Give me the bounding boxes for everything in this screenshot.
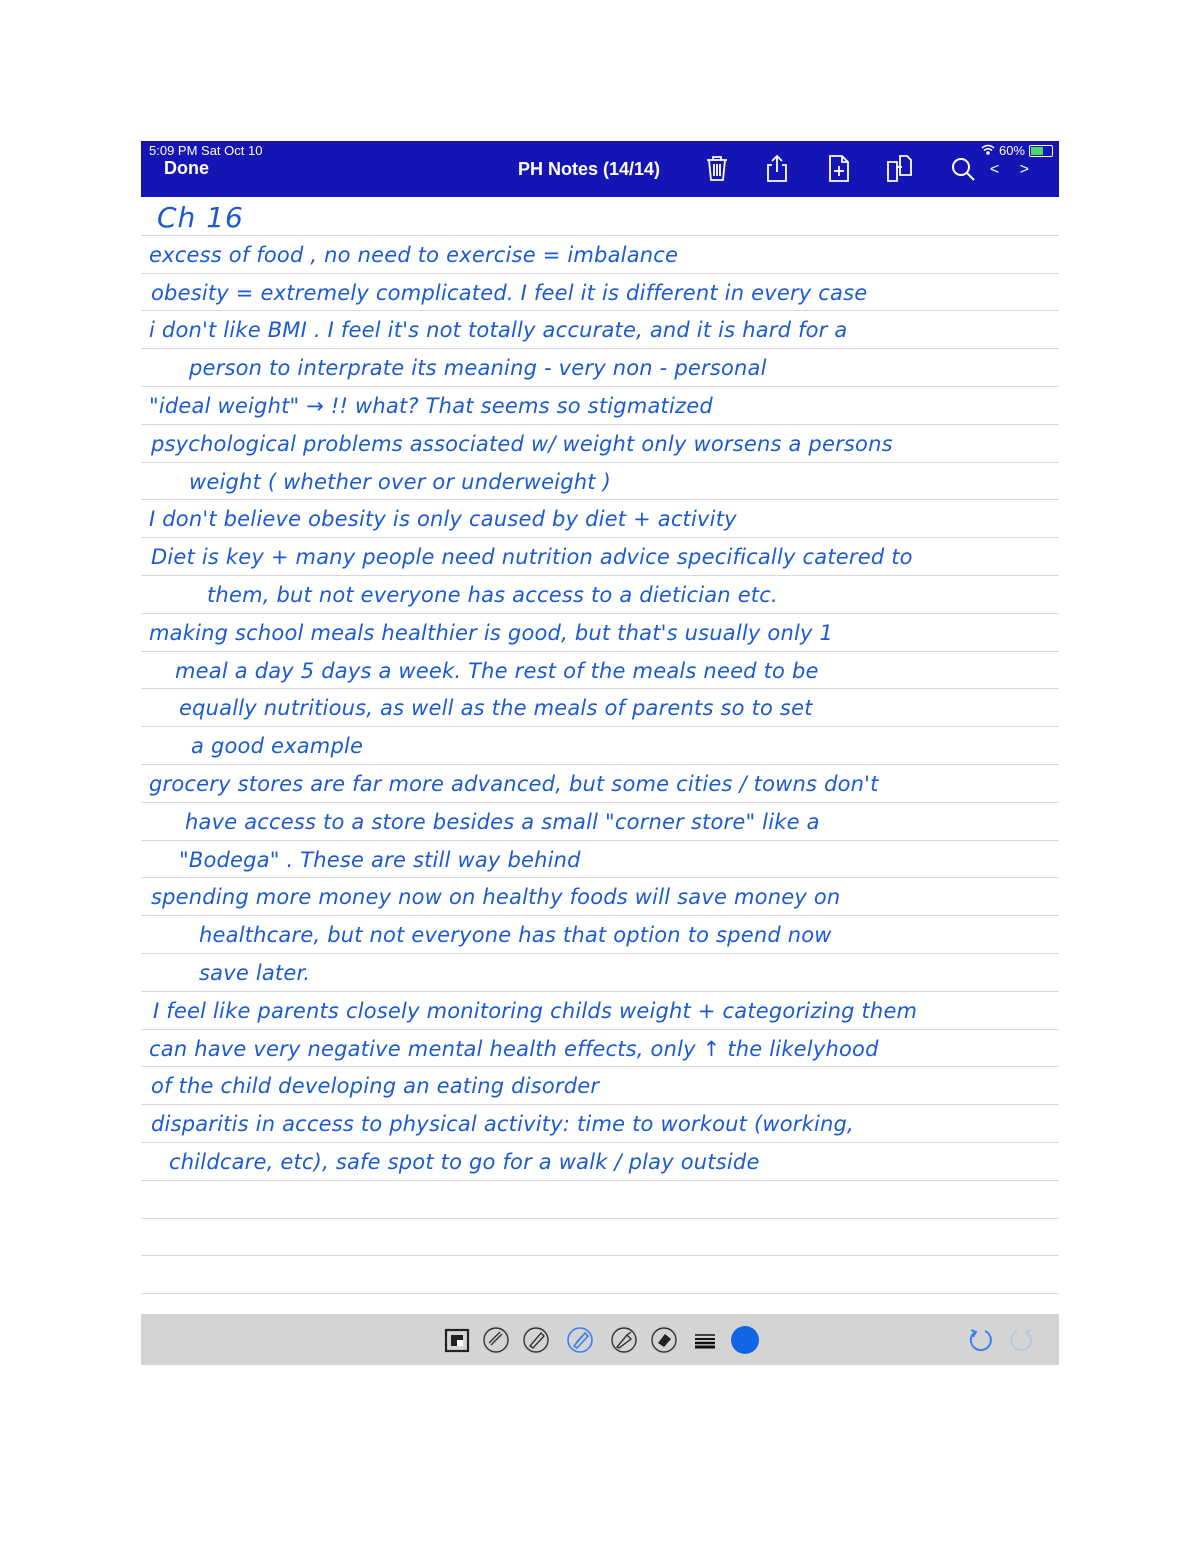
ruled-line bbox=[141, 651, 1059, 652]
ruled-line bbox=[141, 1293, 1059, 1294]
note-line: of the child developing an eating disorder bbox=[151, 1074, 600, 1098]
ruled-line bbox=[141, 764, 1059, 765]
color-picker-button[interactable] bbox=[731, 1326, 759, 1354]
battery-level bbox=[1031, 147, 1043, 155]
ruled-line bbox=[141, 462, 1059, 463]
done-button[interactable]: Done bbox=[164, 158, 209, 178]
note-heading: Ch 16 bbox=[157, 201, 244, 234]
note-line: excess of food , no need to exercise = imbalance bbox=[149, 243, 679, 267]
note-line: disparitis in access to physical activity: time to workout (working, bbox=[151, 1112, 854, 1136]
page-nav-arrows[interactable]: < > bbox=[989, 161, 1037, 178]
share-icon[interactable] bbox=[763, 153, 791, 183]
line-width-icon[interactable] bbox=[691, 1326, 719, 1354]
note-line: grocery stores are far more advanced, but some cities / towns don't bbox=[149, 772, 879, 796]
ruled-line bbox=[141, 386, 1059, 387]
note-line: spending more money now on healthy foods will save money on bbox=[151, 885, 841, 909]
note-line: have access to a store besides a small "corner store" like a bbox=[185, 810, 820, 834]
wifi-icon bbox=[981, 143, 995, 158]
ruled-line bbox=[141, 726, 1059, 727]
ruled-line bbox=[141, 877, 1059, 878]
ruled-line bbox=[141, 688, 1059, 689]
ruled-line bbox=[141, 1180, 1059, 1181]
status-time-date: 5:09 PM Sat Oct 10 bbox=[149, 143, 263, 158]
ruled-line bbox=[141, 613, 1059, 614]
ruled-line bbox=[141, 1104, 1059, 1105]
search-icon[interactable] bbox=[949, 153, 977, 183]
ruled-line bbox=[141, 499, 1059, 500]
ruled-line bbox=[141, 840, 1059, 841]
note-line: I feel like parents closely monitoring childs weight + categorizing them bbox=[153, 999, 918, 1023]
ruled-line bbox=[141, 424, 1059, 425]
ruled-line bbox=[141, 575, 1059, 576]
redo-icon[interactable] bbox=[1007, 1326, 1035, 1354]
note-page[interactable] bbox=[141, 197, 1059, 1312]
ruled-line bbox=[141, 802, 1059, 803]
ruled-line bbox=[141, 235, 1059, 236]
note-line: I don't believe obesity is only caused by diet + activity bbox=[149, 507, 737, 531]
note-line: "Bodega" . These are still way behind bbox=[179, 848, 581, 872]
battery-percent: 60% bbox=[998, 143, 1025, 158]
note-line: can have very negative mental health effects, only ↑ the likelyhood bbox=[149, 1037, 879, 1061]
note-line: meal a day 5 days a week. The rest of the meals need to be bbox=[175, 659, 819, 683]
ruled-line bbox=[141, 953, 1059, 954]
trash-icon[interactable] bbox=[703, 153, 731, 183]
note-line: them, but not everyone has access to a dietician etc. bbox=[207, 583, 778, 607]
note-line: psychological problems associated w/ weight only worsens a persons bbox=[151, 432, 893, 456]
note-line: obesity = extremely complicated. I feel it is different in every case bbox=[151, 281, 868, 305]
lasso-select-icon[interactable] bbox=[443, 1326, 471, 1354]
ruled-line bbox=[141, 273, 1059, 274]
note-line: weight ( whether over or underweight ) bbox=[189, 470, 611, 494]
notes-app-window bbox=[141, 141, 1059, 1365]
note-line: a good example bbox=[191, 734, 364, 758]
note-line: i don't like BMI . I feel it's not totally accurate, and it is hard for a bbox=[149, 318, 848, 342]
undo-icon[interactable] bbox=[967, 1326, 995, 1354]
duplicate-page-icon[interactable] bbox=[885, 153, 913, 183]
status-indicators bbox=[981, 143, 1053, 158]
ruled-line bbox=[141, 1029, 1059, 1030]
ruled-line bbox=[141, 1218, 1059, 1219]
note-line: person to interprate its meaning - very non - personal bbox=[189, 356, 767, 380]
ruled-line bbox=[141, 915, 1059, 916]
note-line: Diet is key + many people need nutrition advice specifically catered to bbox=[151, 545, 913, 569]
pencil-icon[interactable] bbox=[522, 1326, 550, 1354]
note-line: healthcare, but not everyone has that option to spend now bbox=[199, 923, 832, 947]
note-line: making school meals healthier is good, but that's usually only 1 bbox=[149, 621, 834, 645]
fountain-pen-icon[interactable] bbox=[610, 1326, 638, 1354]
note-line: childcare, etc), safe spot to go for a walk / play outside bbox=[169, 1150, 760, 1174]
add-page-icon[interactable] bbox=[825, 153, 853, 183]
ruled-line bbox=[141, 991, 1059, 992]
top-navigation-bar bbox=[141, 141, 1059, 197]
ruled-line bbox=[141, 348, 1059, 349]
ruled-line bbox=[141, 1142, 1059, 1143]
ruled-line bbox=[141, 310, 1059, 311]
note-line: equally nutritious, as well as the meals of parents so to set bbox=[179, 696, 813, 720]
highlighter-icon[interactable] bbox=[566, 1326, 594, 1354]
ruled-line bbox=[141, 1255, 1059, 1256]
document-title: PH Notes (14/14) bbox=[518, 159, 661, 179]
pen-icon[interactable] bbox=[482, 1326, 510, 1354]
ruled-line bbox=[141, 537, 1059, 538]
drawing-toolbar bbox=[141, 1314, 1059, 1365]
note-line: "ideal weight" → !! what? That seems so stigmatized bbox=[149, 394, 713, 418]
battery-icon bbox=[1029, 145, 1053, 157]
ruled-line bbox=[141, 1066, 1059, 1067]
note-line: save later. bbox=[199, 961, 311, 985]
eraser-icon[interactable] bbox=[650, 1326, 678, 1354]
